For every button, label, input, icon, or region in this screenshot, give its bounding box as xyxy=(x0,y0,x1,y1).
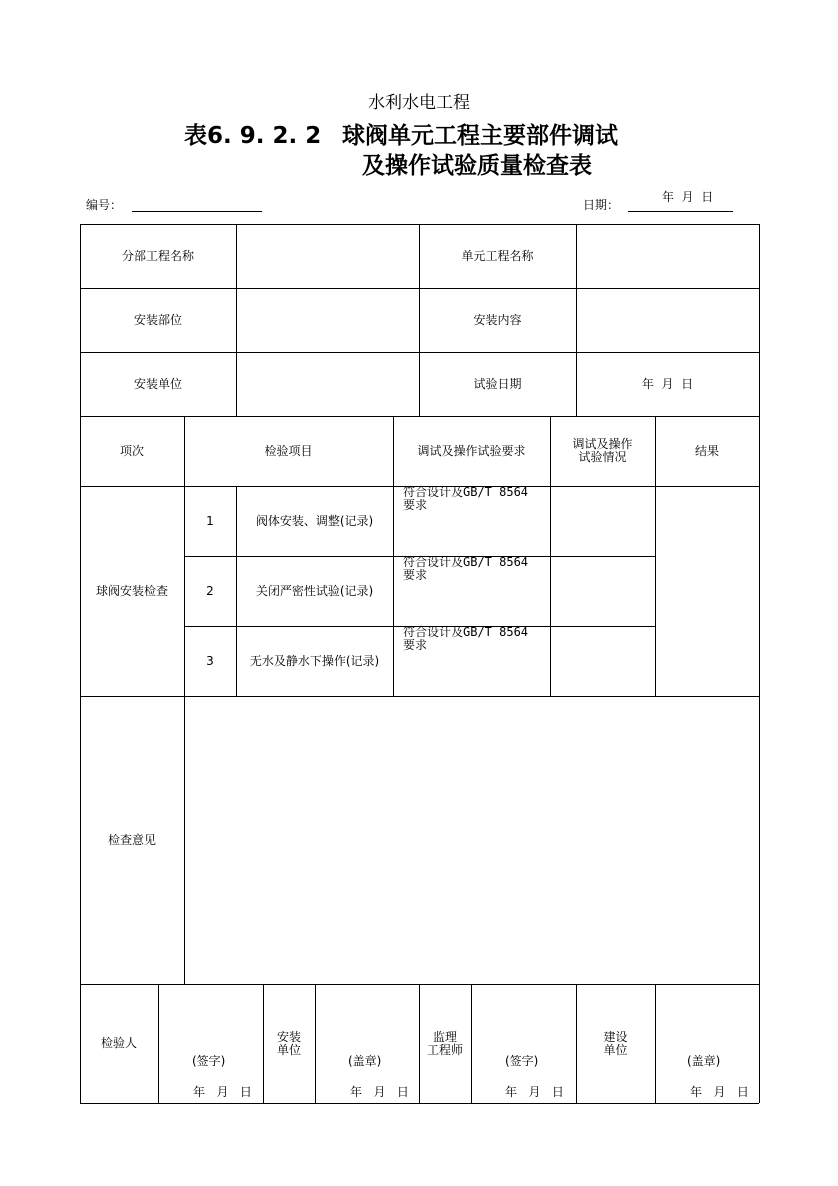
organization-title: 水利水电工程 xyxy=(368,93,470,113)
col-item-header: 检验项目 xyxy=(264,443,313,458)
row-3-requirement xyxy=(393,626,550,696)
supervisor-sign: (签字) xyxy=(505,1054,539,1068)
row-1-status[interactable] xyxy=(550,486,655,556)
unit-project-label: 单元工程名称 xyxy=(461,248,534,263)
owner-unit-line2: 单位 xyxy=(603,1042,628,1057)
supervisor-date: 年 月 日 xyxy=(505,1085,564,1099)
row-1-no: 1 xyxy=(206,513,214,528)
install-content-value[interactable] xyxy=(576,288,759,352)
test-date-label: 试验日期 xyxy=(473,376,522,391)
date-value: 年 月 日 xyxy=(662,190,714,204)
install-unit-seal: (盖章) xyxy=(348,1054,382,1068)
form-code: 表6. 9. 2. 2 xyxy=(184,123,322,149)
serial-field[interactable] xyxy=(132,211,262,212)
install-content-label: 安装内容 xyxy=(473,312,522,327)
supervisor-line2: 工程师 xyxy=(426,1042,463,1057)
date-field[interactable] xyxy=(628,211,733,212)
install-unit-date: 年 月 日 xyxy=(350,1085,409,1099)
row-2-status[interactable] xyxy=(550,556,655,626)
install-location-value[interactable] xyxy=(236,288,419,352)
supervisor-sign-area[interactable] xyxy=(471,984,576,1103)
col-result-header: 结果 xyxy=(694,443,719,458)
row-3-req-line1: 符合设计及GB/T 8564 xyxy=(403,625,529,639)
owner-unit-date: 年 月 日 xyxy=(690,1085,749,1099)
row-1-req-line1: 符合设计及GB/T 8564 xyxy=(403,485,529,499)
col-requirement-header: 调试及操作试验要求 xyxy=(417,443,526,458)
row-3-item: 无水及静水下操作(记录) xyxy=(249,653,380,668)
sub-project-value[interactable] xyxy=(236,224,419,288)
row-3-status[interactable] xyxy=(550,626,655,696)
row-2-req-line2: 要求 xyxy=(403,568,428,582)
inspector-sign: (签字) xyxy=(192,1054,226,1068)
row-1-req-line2: 要求 xyxy=(403,498,428,512)
row-2-requirement xyxy=(393,556,550,626)
unit-project-value[interactable] xyxy=(576,224,759,288)
install-unit-sign-label xyxy=(263,984,315,1103)
row-1-item: 阀体安装、调整(记录) xyxy=(255,513,374,528)
form-title-text: 球阀单元工程主要部件调试 xyxy=(342,123,618,149)
sub-project-label: 分部工程名称 xyxy=(121,248,194,263)
row-3-req-line2: 要求 xyxy=(403,638,428,652)
install-unit-sign-line2: 单位 xyxy=(276,1042,301,1057)
supervisor-line1: 监理 xyxy=(432,1029,457,1044)
owner-unit-line1: 建设 xyxy=(603,1029,628,1044)
row-2-no: 2 xyxy=(206,583,214,598)
supervisor-label xyxy=(419,984,471,1103)
install-unit-value[interactable] xyxy=(236,352,419,416)
row-1-requirement xyxy=(393,486,550,556)
date-label: 日期： xyxy=(583,198,620,212)
row-2-req-line1: 符合设计及GB/T 8564 xyxy=(403,555,529,569)
form-title-line2: 及操作试验质量检查表 xyxy=(362,153,592,179)
group-label: 球阀安装检查 xyxy=(95,583,168,598)
owner-unit-seal: (盖章) xyxy=(687,1054,721,1068)
install-unit-sign-line1: 安装 xyxy=(276,1029,301,1044)
col-status-header xyxy=(550,416,655,486)
install-unit-seal-area[interactable] xyxy=(315,984,419,1103)
opinion-label: 检查意见 xyxy=(107,832,156,847)
result-value[interactable] xyxy=(655,486,759,696)
row-2-item: 关闭严密性试验(记录) xyxy=(255,583,374,598)
install-location-label: 安装部位 xyxy=(133,312,182,327)
opinion-field[interactable] xyxy=(184,696,759,984)
install-unit-label: 安装单位 xyxy=(133,376,182,391)
inspector-label: 检验人 xyxy=(100,1036,137,1050)
test-date-value[interactable]: 年 月 日 xyxy=(641,376,694,391)
col-index-header: 项次 xyxy=(119,443,144,458)
col-status-header-line2: 试验情况 xyxy=(578,450,627,464)
serial-label: 编号： xyxy=(86,198,123,212)
inspector-date: 年 月 日 xyxy=(193,1085,252,1099)
inspector-sign-area[interactable] xyxy=(158,984,263,1103)
row-3-no: 3 xyxy=(206,653,214,668)
owner-unit-seal-area[interactable] xyxy=(655,984,759,1103)
col-status-header-line1: 调试及操作 xyxy=(572,437,633,451)
owner-unit-label xyxy=(576,984,655,1103)
